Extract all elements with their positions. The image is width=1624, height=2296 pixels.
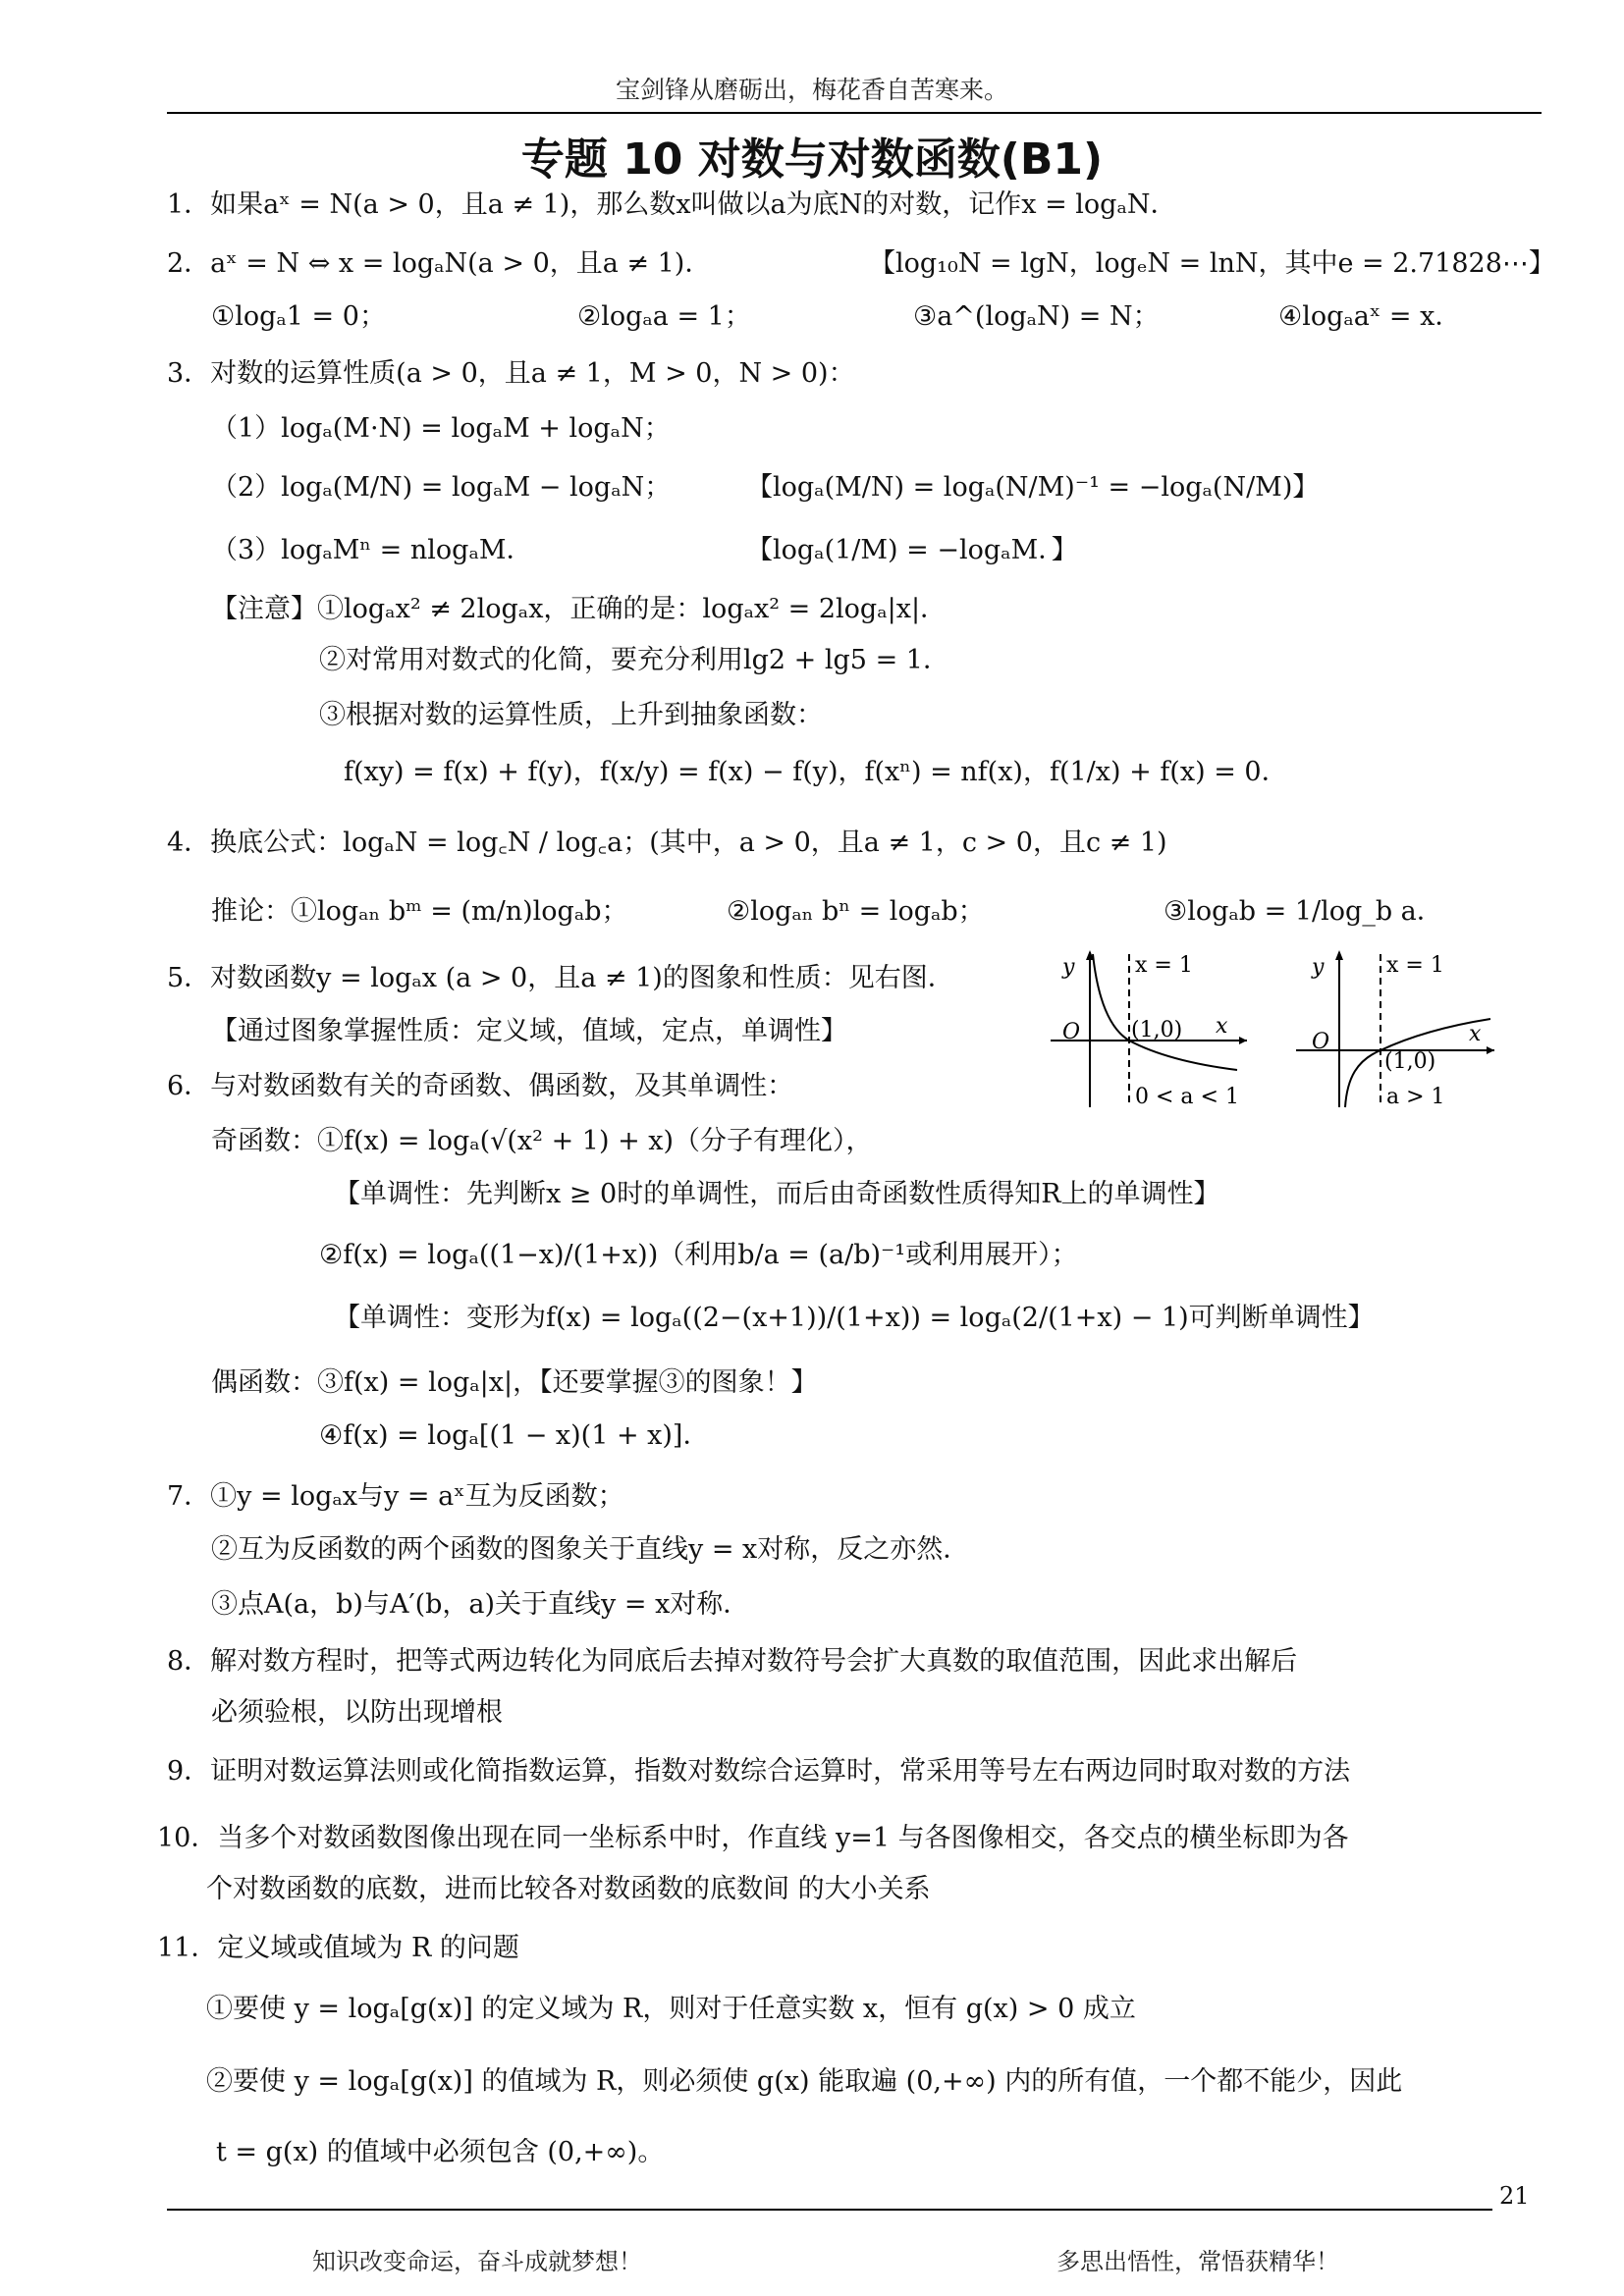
page-title: 专题 10 对数与对数函数(B1) [520, 134, 1104, 185]
odd-function-2: ②f(x) = logₐ((1−x)/(1+x))（利用b/a = (a/b)⁻¹或利用展开）； [319, 1240, 1078, 1270]
corollary-2: ②logₐₙ bⁿ = logₐb； [727, 896, 985, 927]
identity-2: ②logₐa = 1； [577, 301, 751, 332]
rule-3-note: 【logₐ(1/M) = −logₐM．】 [746, 535, 1078, 565]
item-11-2: ②要使 y = logₐ[g(x)] 的值域为 R，则必须使 g(x) 能取遍 (0,+∞) 内的所有值，一个都不能少，因此 [206, 2066, 1403, 2097]
item-7-2: ②互为反函数的两个函数的图象关于直线y = x对称，反之亦然． [211, 1534, 970, 1565]
x-label: x [1469, 1022, 1482, 1046]
item-11-1: ①要使 y = logₐ[g(x)] 的定义域为 R，则对于任意实数 x，恒有 g(x) > 0 成立 [206, 1994, 1136, 2024]
corollary-3: ③logₐb = 1/log_b a． [1164, 896, 1443, 927]
footer-left-motto: 知识改变命运，奋斗成就梦想！ [312, 2248, 642, 2275]
condition-label: 0 < a < 1 [1135, 1085, 1239, 1109]
item-3: 3．对数的运算性质(a > 0，且a ≠ 1，M > 0，N > 0)： [167, 358, 855, 389]
origin-label: O [1312, 1030, 1330, 1054]
item-1: 1．如果aˣ = N(a > 0，且a ≠ 1)，那么数x叫做以a为底N的对数，记作x = logₐN． [167, 189, 1177, 220]
point-label: (1,0) [1131, 1018, 1183, 1042]
rule-2-note: 【logₐ(M/N) = logₐ(N/M)⁻¹ = −logₐ(N/M)】 [746, 472, 1320, 503]
origin-label: O [1062, 1020, 1081, 1044]
caution-1: 【注意】①logₐx² ≠ 2logₐx，正确的是：logₐx² = 2logₐ|x|． [211, 594, 947, 624]
x-axis-arrow [1239, 1037, 1247, 1044]
rule-3: （3）logₐMⁿ = nlogₐM． [211, 535, 533, 565]
even-function-4: ④f(x) = logₐ[(1 − x)(1 + x)]． [319, 1420, 710, 1451]
identity-3: ③a^(logₐN) = N； [913, 301, 1160, 332]
odd-function-1: 奇函数：①f(x) = logₐ(√(x² + 1) + x)（分子有理化）， [211, 1126, 873, 1156]
footer-right-motto: 多思出悟性，常悟获精华！ [1056, 2248, 1339, 2275]
item-8-cont: 必须验根，以防出现增根 [211, 1697, 503, 1728]
item-5-note: 【通过图象掌握性质：定义域，值域，定点，单调性】 [211, 1016, 847, 1046]
item-10: 10．当多个对数函数图像出现在同一坐标系中时，作直线 y=1 与各图像相交，各交点的横坐标即为各 [157, 1823, 1349, 1853]
graph-increasing-log [1286, 940, 1502, 1117]
corollary-1: 推论：①logₐₙ bᵐ = (m/n)logₐb； [211, 896, 628, 927]
graph-decreasing-log [1041, 940, 1257, 1117]
odd-function-2-note: 【单调性：变形为f(x) = logₐ((2−(x+1))/(1+x)) = logₐ(2/(1+x) − 1)可判断单调性】 [334, 1303, 1375, 1333]
y-label: y [1062, 955, 1075, 980]
header-motto: 宝剑锋从磨砺出，梅花香自苦寒来。 [615, 76, 1008, 104]
rule-1: （1）logₐ(M·N) = logₐM + logₐN； [211, 413, 671, 444]
identity-4: ④logₐaˣ = x． [1278, 301, 1462, 332]
even-function-3: 偶函数：③f(x) = logₐ|x|，【还要掌握③的图象！】 [211, 1367, 818, 1398]
footer-rule [167, 2209, 1492, 2211]
page-number: 21 [1499, 2182, 1530, 2210]
item-2: 2．aˣ = N ⇔ x = logₐN(a > 0，且a ≠ 1)． [167, 248, 712, 279]
rule-2: （2）logₐ(M/N) = logₐM − logₐN； [211, 472, 672, 503]
x-axis-arrow [1487, 1046, 1494, 1054]
abstract-functions: f(xy) = f(x) + f(y)，f(x/y) = f(x) − f(y)，f(xⁿ) = nf(x)，f(1/x) + f(x) = 0． [344, 757, 1288, 787]
y-axis-arrow [1335, 950, 1343, 960]
item-11-3: t = g(x) 的值域中必须包含 (0,+∞)。 [216, 2137, 665, 2167]
identity-1: ①logₐ1 = 0； [211, 301, 386, 332]
item-5: 5．对数函数y = logₐx (a > 0，且a ≠ 1)的图象和性质：见右图． [167, 963, 954, 993]
y-label: y [1312, 955, 1325, 980]
item-9: 9．证明对数运算法则或化简指数运算，指数对数综合运算时，常采用等号左右两边同时取对数的方法 [167, 1756, 1351, 1787]
point-label: (1,0) [1384, 1049, 1436, 1074]
asymptote-label: x = 1 [1135, 953, 1193, 978]
asymptote-label: x = 1 [1386, 953, 1444, 978]
item-10-cont: 个对数函数的底数，进而比较各对数函数的底数间 的大小关系 [206, 1874, 931, 1904]
item-8: 8．解对数方程时，把等式两边转化为同底后去掉对数符号会扩大真数的取值范围，因此求出解后 [167, 1646, 1298, 1677]
caution-3: ③根据对数的运算性质，上升到抽象函数： [319, 700, 823, 730]
x-label: x [1216, 1014, 1228, 1039]
header-rule [167, 112, 1542, 114]
item-2-note: 【log₁₀N = lgN，logₑN = lnN，其中e = 2.71828⋯】 [869, 248, 1555, 279]
item-4: 4．换底公式：logₐN = log꜀N / log꜀a；(其中，a > 0，且a ≠ 1，c > 0，且c ≠ 1) [167, 828, 1167, 858]
item-7: 7．①y = logₐx与y = aˣ互为反函数； [167, 1481, 624, 1512]
item-11: 11．定义域或值域为 R 的问题 [157, 1933, 519, 1963]
caution-2: ②对常用对数式的化简，要充分利用lg2 + lg5 = 1． [319, 645, 949, 675]
item-7-3: ③点A(a，b)与A′(b，a)关于直线y = x对称． [211, 1589, 750, 1620]
odd-function-1-note: 【单调性：先判断x ≥ 0时的单调性，而后由奇函数性质得知R上的单调性】 [334, 1179, 1220, 1209]
condition-label: a > 1 [1386, 1085, 1445, 1109]
item-6: 6．与对数函数有关的奇函数、偶函数，及其单调性： [167, 1071, 794, 1101]
